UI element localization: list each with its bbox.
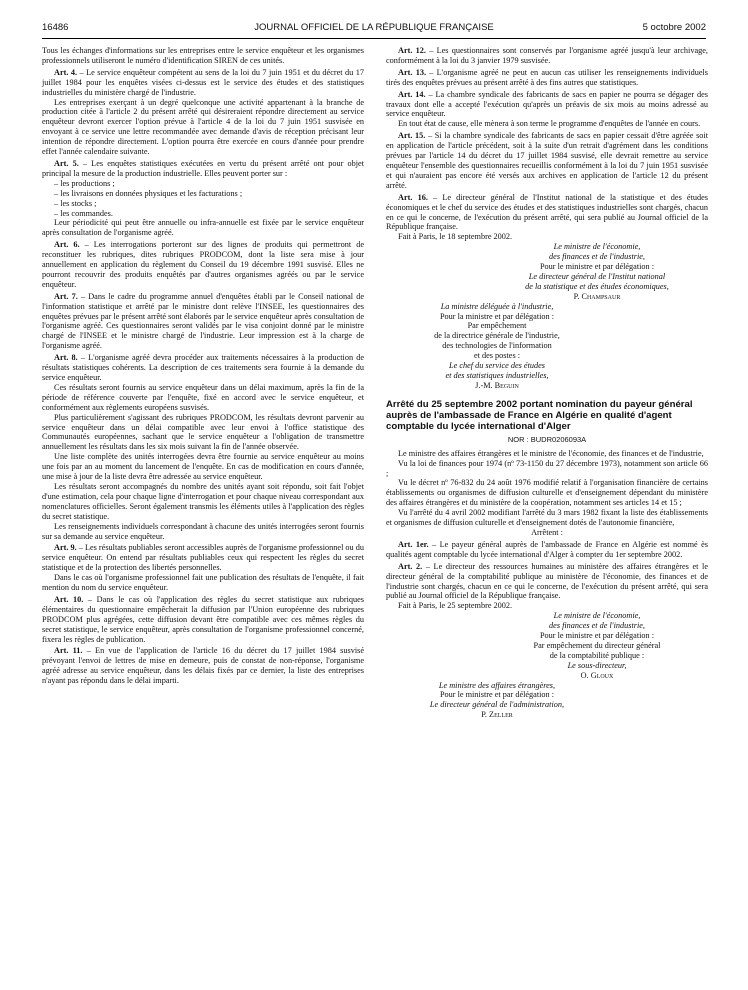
article-label: Art. 10. [54,594,84,604]
article-label: Art. 15. [398,131,426,141]
article-label: Art. 4. [54,67,78,77]
paragraph: Une liste complète des unités interrogées devra être fournie au service enquêteur au moins une fois par an au moment du lancement de l'enquête. En cas de modification en cours d'année, une mise à jour de la liste devra être adressée au service enquêteur. [42,452,364,482]
signature-block-economy-2 [386,611,708,680]
article-label: Art. 6. [54,240,80,250]
left-column [42,46,364,686]
signature-line: Le ministre de l'économie, [553,242,641,252]
signature-line: Le directeur général de l'Institut national [528,271,666,281]
article-text: – Le directeur des ressources humaines au ministère des affaires étrangères et le directeur général de la comptabilité publique au ministère de l'économie, des finances et de l'industrie sont chargés, chacun en ce qui le concerne, de l'exécution du présent arrêté, qui sera publié au Journal officiel de la République française. [386,561,708,601]
right-column [386,46,708,720]
signature-line: des finances et de l'industrie, [549,621,645,631]
article-label: Art. 7. [54,291,78,301]
arretent-heading: Arrêtent : [531,527,563,537]
signature-line: Par empêchement [467,321,527,331]
article-text: – La chambre syndicale des fabricants de sacs en papier ne pourra se dégager des travaux dont elle a accepté l'exécution qu'après un préavis de six mois au moins adressé au service enquêteur. [386,89,708,119]
decree-title: Arrêté du 25 septembre 2002 portant nomination du payeur général auprès de l'ambassade de France en Algérie en qualité d'agent comptable du lycée international d'Alger [386,398,693,432]
paragraph: Les renseignements individuels correspondant à chacune des unités interrogées seront fournis sur sa demande au service enquêteur. [42,521,364,541]
signature-line: Le directeur général de l'administration, [429,700,565,710]
signature-line: Pour le ministre et par délégation : [439,690,555,700]
signature-line: Le sous-directeur, [567,660,627,670]
article-text: – En vue de l'application de l'article 16 du décret du 17 juillet 1984 susvisé prévoyant l'envoi de lettres de mise en demeure, puis de constat de non-réponse, l'organisme agréé adresse au service enquêteur, dans les délais fixés par ce dernier, la liste des entreprises n'ayant pas répondu dans le délai imparti. [42,646,364,686]
article-text: – Les enquêtes statistiques exécutées en vertu du présent arrêté ont pour objet principal la mesure de la production industrielle. Elles peuvent porter sur : [42,158,364,178]
paragraph: Vu le décret nº 76-832 du 24 août 1976 modifié relatif à l'organisation financière de certains établissements ou organismes de diffusion culturelle et d'enseignement dépendant du ministère des affaires étrangères et du ministère de la coopération, notamment ses articles 14 et 15 ; [386,478,708,508]
article-label: Art. 9. [54,543,77,553]
article-label: Art. 12. [398,46,426,55]
article-16 [386,193,708,233]
signature-block-foreign-affairs [386,681,708,721]
article-text: – Si la chambre syndicale des fabricants de sacs en papier cessait d'être agréée soit en application de l'article précédent, soit à la suite d'un retrait d'agrément dans les conditions prévues par l'article 14 du décret du 17 juillet 1984 susvisé, elle devrait remettre au service enquêteur l'ensemble des questionnaires recueillis conformément à la loi du 7 juin 1951 susvisée et qui n'auraient pas encore été versés aux archives en application de l'article 12 du présent arrêté. [386,131,708,190]
article-12 [386,46,708,66]
list-item: – les productions ; [54,179,364,189]
page-header [42,22,706,38]
article-text: – Le service enquêteur compétent au sens de la loi du 7 juin 1951 et du décret du 17 juillet 1984 pour les enquêtes visées ci-dessus est le service des études et des statistiques industrielles du ministère chargé de l'industrie. [42,67,364,97]
list-item: – les stocks ; [54,199,364,209]
article-13 [386,68,708,88]
paragraph: Les résultats seront accompagnés du nombre des unités ayant soit répondu, soit fait l'objet d'une estimation, cela pour chaque ligne d'interrogation et pour chaque niveau correspondant aux nomenclatures officielles. Seront également transmis les éléments utiles à l'application des règles du secret statistique. [42,481,364,521]
paragraph: Ces résultats seront fournis au service enquêteur dans un délai maximum, après la fin de la période de référence couverte par l'enquête, fixé en accord avec le service enquêteur, et conformément aux règlements européens susvisés. [42,382,364,412]
article-label: Art. 13. [398,67,427,77]
article-4 [42,68,364,98]
decree-article-2 [386,562,708,602]
paragraph: Vu l'arrêté du 4 avril 2002 modifiant l'arrêté du 3 mars 1982 fixant la liste des établissements et organismes de diffusion culturelle et d'enseignement dotés de l'autonomie financière, [386,508,708,528]
signature-line: de la statistique et des études économiques, [525,281,669,291]
paragraph: Leur périodicité qui peut être annuelle ou infra-annuelle est fixée par le service enquêteur après consultation de l'organisme agréé. [42,218,364,238]
signatory-name: O. Gloux [580,670,614,680]
signatory-name: P. Zeller [481,710,513,720]
page-number: 16486 [42,22,69,33]
article-text: – Les résultats publiables seront accessibles auprès de l'organisme professionnel ou du service enquêteur. On entend par résultats publiables ceux qui respectent les règles du secret statistique et de la protection des libertés personnelles. [42,543,364,573]
signature-block-economy [386,242,708,301]
paragraph: Dans le cas où l'organisme professionnel fait une publication des résultats de l'enquête, il fait mention du nom du service enquêteur. [42,573,364,593]
article-text: – Les interrogations porteront sur des lignes de produits qui permettront de reconstituer les rubriques, dites rubriques PRODCOM, dont la liste sera mise à jour annuellement en application du règlement du Conseil du 19 décembre 1991 susvisé. Elles ne pourront recouvrir des produits enquêtés par d'autres organismes agréés ou par le service enquêteur. [42,240,364,289]
article-label: Art. 5. [54,158,79,168]
article-10 [42,595,364,645]
article-5 [42,159,364,179]
list-item: – les commandes. [54,209,364,219]
article-label: Art. 1er. [398,539,429,549]
signature-line: Pour le ministre et par délégation : [539,631,655,641]
article-text: – Le payeur général auprès de l'ambassade de France en Algérie est nommé ès qualités agent comptable du lycée international d'Alger à compter du 1er septembre 2002. [386,539,708,559]
article-9 [42,543,364,573]
paragraph: En tout état de cause, elle mènera à son terme le programme d'enquêtes de l'année en cours. [398,119,701,129]
signature-block-industry [386,302,708,391]
signature-line: Pour la ministre et par délégation : [439,311,555,321]
signature-line: Pour le ministre et par délégation : [539,262,655,272]
article-text: – Le directeur général de l'Institut national de la statistique et des études économiques et le chef du service des études et des statistiques industrielles sont chargés, chacun en ce qui le concerne, de l'exécution du présent arrêté, qui sera publié au Journal officiel de la République française. [386,192,709,232]
signature-line: Par empêchement du directeur général [533,640,661,650]
article-text: – Dans le cadre du programme annuel d'enquêtes établi par le Conseil national de l'information statistique et arrêté par le ministre dont relève l'INSEE, les questionnaires des enquêtes prévues par le présent arrêté sont élaborés par le service enquêteur après consultation de l'organisme agréé. Ces questionnaires seront validés par le visa conjoint donné par le ministre chargé de l'INSEE et le ministre chargé de l'industrie. Leur impression est à la charge de l'organisme agréé. [42,291,364,351]
list-item: – les livraisons en données physiques et les facturations ; [54,189,364,199]
item-list [42,179,364,219]
paragraph: Plus particulièrement s'agissant des rubriques PRODCOM, les résultats devront parvenir au service enquêteur dans un délai compatible avec leur envoi à l'office statistique des Communautés européennes, sachant que le service enquêteur a l'obligation de transmettre annuellement les résultats dans les six mois suivant la fin de l'année observée. [42,412,364,452]
signature-line: Le chef du service des études [449,361,545,371]
article-label: Art. 16. [398,192,428,202]
signature-line: des finances et de l'industrie, [549,252,645,262]
article-8 [42,353,364,383]
place-date: Fait à Paris, le 25 septembre 2002. [398,601,513,611]
article-6 [42,240,364,290]
signature-line: Le ministre de l'économie, [553,611,641,621]
issue-date: 5 octobre 2002 [642,22,706,33]
signature-line: et des postes : [473,351,521,361]
paragraph: Les entreprises exerçant à un degré quelconque une activité appartenant à la branche de production citée à l'article 2 du présent arrêté qui désireraient répondre directement au service enquêteur devront exercer l'option prévue à l'article 4 de la loi du 7 juin 1951 susvisée en envoyant à ce service une lettre recommandée avec demande d'avis de réception précisant leur intention de répondre directement. L'option pourra être exercée en cours d'année pour prendre effet l'année calendaire suivante. [42,97,364,157]
article-11 [42,646,364,686]
decree-article-1 [386,540,708,560]
article-label: Art. 2. [398,561,423,571]
place-date: Fait à Paris, le 18 septembre 2002. [398,232,513,242]
article-text: – L'organisme agréé ne peut en aucun cas utiliser les renseignements individuels tirés des enquêtes prévues au présent arrêté à des fins autres que statistiques. [386,67,708,87]
signature-line: de la comptabilité publique : [549,650,645,660]
article-14 [386,90,708,120]
article-text: – Dans le cas où l'application des règles du secret statistique aux rubriques élémentaires du questionnaire empêcherait la diffusion par l'Union européenne des rubriques PRODCOM plus agrégées, cette diffusion devant être compatible avec ces mêmes règles du secret statistique, le service enquêteur, après consultation de l'organisme professionnel concerné, fixera les règles de publication. [42,594,364,644]
signature-line: de la directrice générale de l'industrie, [434,331,560,341]
signature-line: et des statistiques industrielles, [445,371,549,380]
header-rule [42,38,706,39]
article-text: – L'organisme agréé devra procéder aux traitements nécessaires à la production de résultats statistiques cohérents. La description de ces traitements sera fournie à la demande du service enquêteur. [42,353,364,382]
paragraph: Tous les échanges d'informations sur les entreprises entre le service enquêteur et les organismes professionnels utiliseront le numéro d'identification SIREN de ces unités. [42,46,364,65]
paragraph: Le ministre des affaires étrangères et le ministre de l'économie, des finances et de l'industrie, [398,448,704,458]
nor-reference: NOR : BUDR0206093A [507,434,587,444]
article-text: – Les questionnaires sont conservés par l'organisme agréé jusqu'à leur archivage, conformément à la loi du 3 janvier 1979 susvisée. [386,46,708,65]
signatory-name: J.-M. Beguin [475,380,519,390]
signature-line: La ministre déléguée à l'industrie, [440,301,554,311]
article-7 [42,292,364,351]
signatory-name: P. Champsaur [573,291,621,301]
article-15 [386,131,708,190]
article-label: Art. 8. [54,353,78,363]
signature-line: Le ministre des affaires étrangères, [438,680,556,690]
signature-line: des technologies de l'information [442,341,552,351]
article-label: Art. 11. [54,646,83,656]
journal-title: JOURNAL OFFICIEL DE LA RÉPUBLIQUE FRANÇAISE [254,22,494,33]
article-label: Art. 14. [398,89,426,99]
paragraph: Vu la loi de finances pour 1974 (nº 73-1150 du 27 décembre 1973), notamment son article 66 ; [386,458,708,478]
